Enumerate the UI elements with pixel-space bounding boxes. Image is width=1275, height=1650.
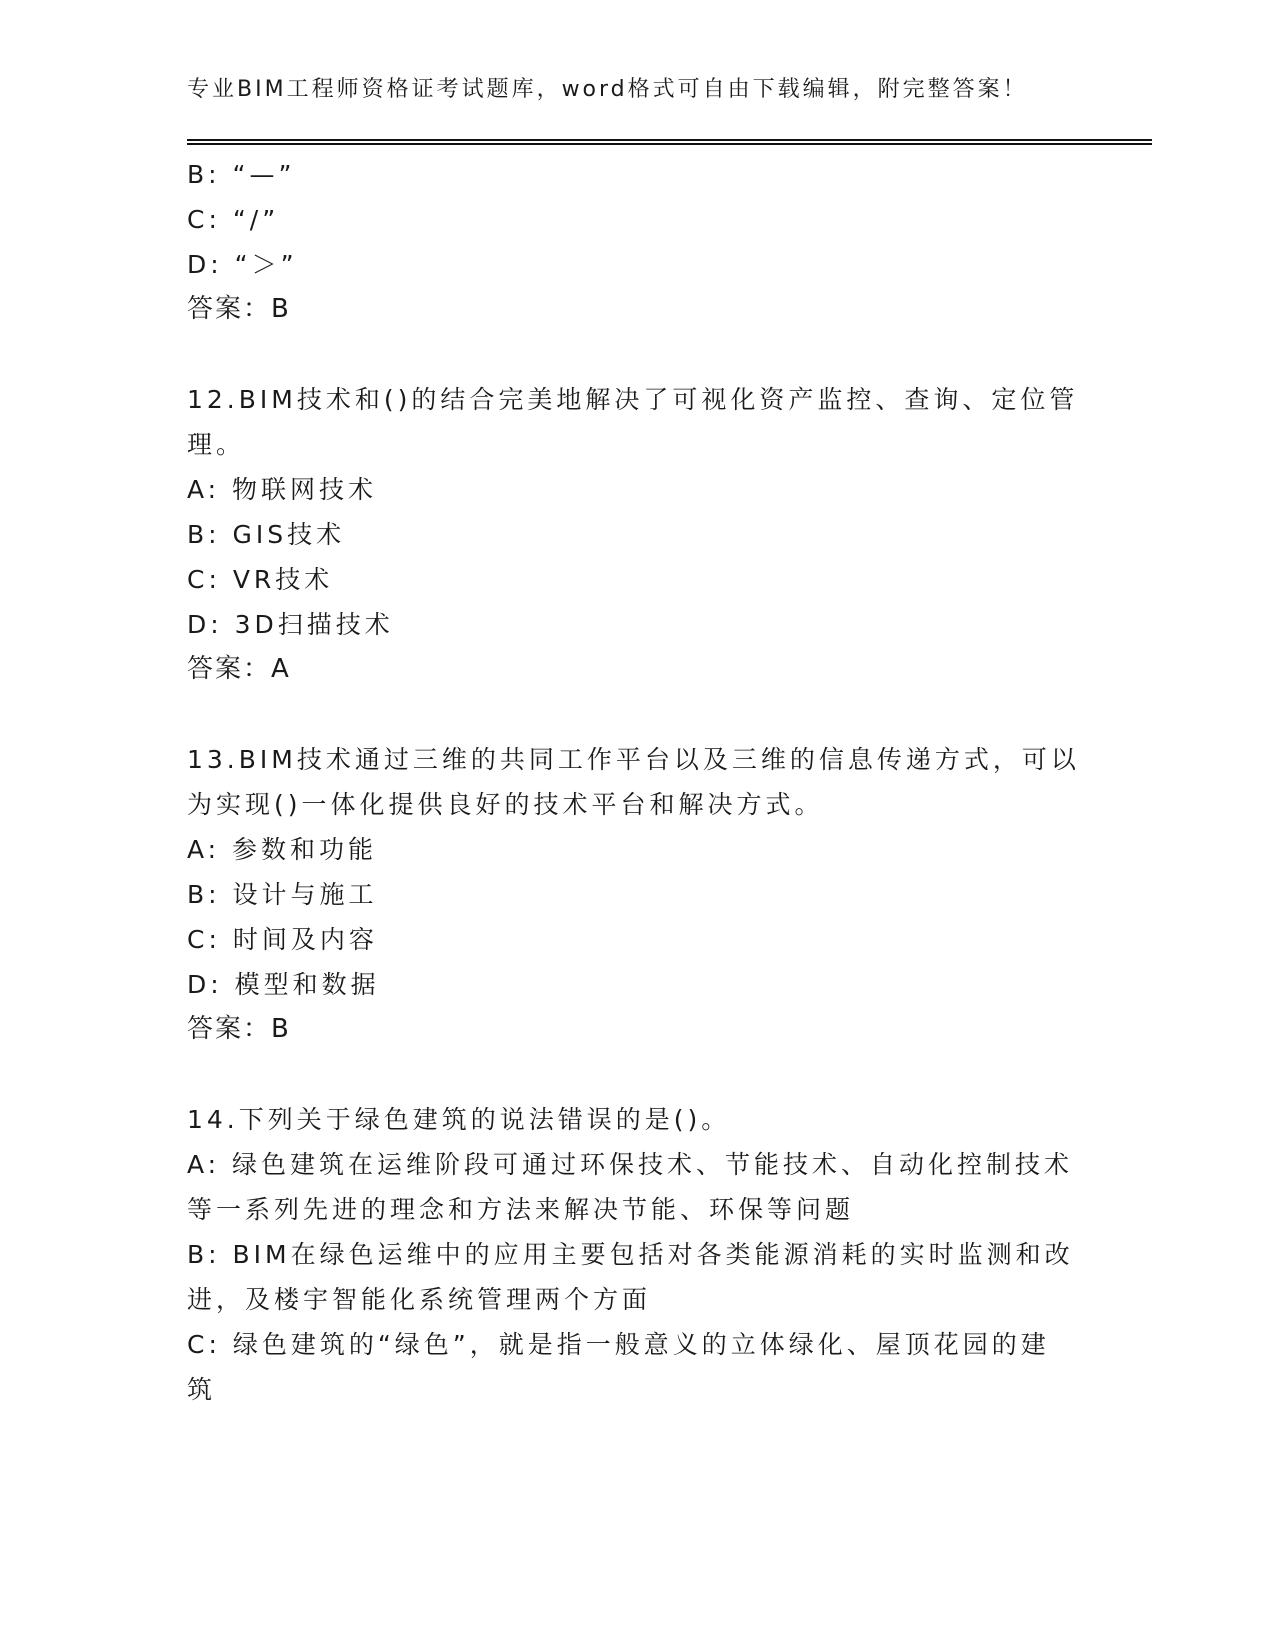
option-a: A: 绿色建筑在运维阶段可通过环保技术、节能技术、自动化控制技术 [187,1150,1074,1179]
question-stem: 12.BIM技术和()的结合完美地解决了可视化资产监控、查询、定位管 [187,385,1079,414]
page-header: 专业BIM工程师资格证考试题库，word格式可自由下载编辑，附完整答案！ [187,77,1028,102]
option-c: C: 时间及内容 [187,925,378,954]
option-c-continued: 筑 [187,1375,217,1404]
question-12 [187,377,1087,692]
header-rule-bottom [187,143,1152,145]
option-a-continued: 等一系列先进的理念和方法来解决节能、环保等问题 [187,1195,855,1224]
answer: 答案：B [187,294,291,324]
question-stem: 理。 [187,430,246,459]
option-b: B: 设计与施工 [187,880,378,909]
question-11-continued [187,152,1087,332]
option-a: A: 物联网技术 [187,475,378,504]
answer: 答案：B [187,1014,291,1044]
option-b: B: BIM在绿色运维中的应用主要包括对各类能源消耗的实时监测和改 [187,1240,1074,1269]
question-13 [187,737,1087,1052]
question-stem: 14.下列关于绿色建筑的说法错误的是()。 [187,1105,731,1134]
question-stem: 为实现()一体化提供良好的技术平台和解决方式。 [187,790,824,819]
option-a: A: 参数和功能 [187,835,378,864]
header-rule-top [187,139,1152,141]
document-body [187,152,1087,1412]
option-d: D: 模型和数据 [187,970,380,999]
option-b-continued: 进，及楼宇智能化系统管理两个方面 [187,1285,652,1314]
answer: 答案：A [187,654,291,684]
option-d: D: 3D扫描技术 [187,610,394,639]
option-c: C: 绿色建筑的“绿色”，就是指一般意义的立体绿化、屋顶花园的建 [187,1330,1050,1359]
option-c: C: VR技术 [187,565,334,594]
option-b: B: “—” [187,160,296,189]
option-d: D: “＞” [187,250,298,279]
question-stem: 13.BIM技术通过三维的共同工作平台以及三维的信息传递方式，可以 [187,745,1080,774]
option-c: C: “/” [187,205,280,234]
question-14 [187,1097,1087,1412]
option-b: B: GIS技术 [187,520,346,549]
